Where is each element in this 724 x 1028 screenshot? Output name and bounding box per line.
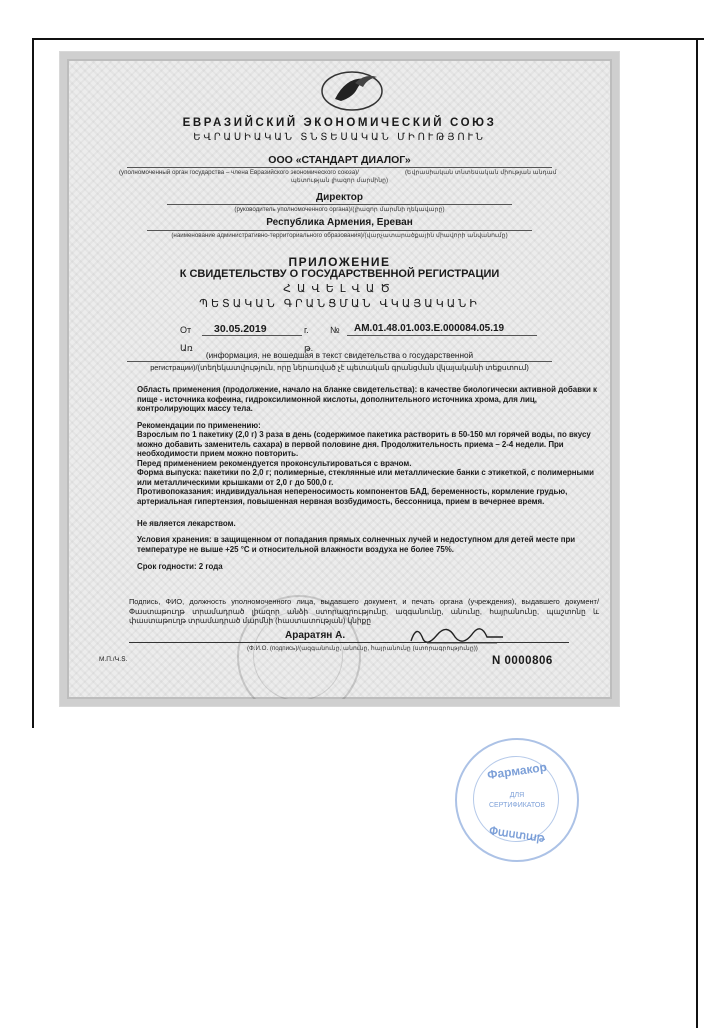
appendix-title: ПРИЛОЖЕНИЕ xyxy=(288,255,391,269)
eaeu-emblem-icon xyxy=(317,65,387,113)
position-caption: (руководитель уполномоченного органа)/(լիազոր մարմնի ղեկավարը) xyxy=(234,206,445,213)
recommendations-heading: Рекомендации по применению: xyxy=(137,421,261,430)
storage-conditions-text: Условия хранения: в защищенном от попадания прямых солнечных лучей и недоступном для детей месте при температуре не выше +25 °С и относительной влажности воздуха не более 75%. xyxy=(137,535,576,554)
registration-date: 30.05.2019 xyxy=(214,323,267,335)
shelf-life-text: Срок годности: 2 года xyxy=(137,562,223,571)
registration-info-2: регистрации)/(տեղեկատվություն, որը ներառված չէ պետական գրանցման վկայականի տեքստում) xyxy=(150,363,529,372)
date-underline xyxy=(202,335,302,336)
certificate-form xyxy=(60,52,619,706)
frame-left-line xyxy=(32,38,34,728)
position-underline xyxy=(167,204,512,205)
release-form-text: Форма выпуска: пакетики по 2,0 г; полимерные, стеклянные или металлические банки с этикеткой, с полимерными или металлическими крышками от 2,0 г до 500,0 г. xyxy=(137,468,594,487)
blue-stamp-top-text: Фармакор xyxy=(486,759,548,783)
year-suffix-am: թ. xyxy=(304,343,314,353)
union-title-ru: ЕВРАЗИЙСКИЙ ЭКОНОМИЧЕСКИЙ СОЮЗ xyxy=(182,117,497,129)
frame-right-line xyxy=(696,38,698,1028)
form-serial-number: N 0000806 xyxy=(492,655,553,667)
from-label-ru: От xyxy=(180,325,192,335)
signature-underline xyxy=(129,642,569,643)
signature-caption: (Ф.И.О. (подпись)/(ազգանունը, անունը, հայրանունը (ստորագրությունը)) xyxy=(247,645,478,652)
dosage-text: Взрослым по 1 пакетику (2,0 г) 3 раза в день (содержимое пакетика растворить в 50-150 мл горячей воды, по вкусу можно добавить заменитель сахара) в первой половине дня. Продолжительность приема – 2-4 недели. При необходимости прием можно повторить. xyxy=(137,430,591,459)
organization-caption-am-2: պետության լիազոր մարմինը) xyxy=(290,177,389,184)
application-area-text: Область применения (продолжение, начало на бланке свидетельства): в качестве биологически активной добавки к пище - источника кофеина, гидроксилимонной кислоты, дополнительного источника хрома, для лиц, контролирующих массу тела. xyxy=(137,385,597,414)
location-name: Республика Армения, Ереван xyxy=(266,217,413,228)
signature-intro-text: Подпись, ФИО, должность уполномоченного лица, выдавшего документ, и печать органа (учреждения), выдавшего документ/Փաստաթուղթ տրամադրած լիազոր անձի ստորագրությունը, ազգանունը, անունը, հայրանունը, պաշտոնը և փաստաթուղթ տրամադրած մարմնի (հաստատության) կնիքը xyxy=(129,597,599,625)
not-a-drug-text: Не является лекарством. xyxy=(137,519,236,528)
blue-stamp-bottom-text: Փաստաթ xyxy=(488,825,546,845)
union-title-am: ԵՎՐԱՍԻԱԿԱՆ ՏՆՏԵՍԱԿԱՆ ՄԻՈՒԹՅՈՒՆ xyxy=(193,132,486,143)
seal-place-label: М.П./Կ.Տ. xyxy=(99,656,128,663)
frame-top-line xyxy=(32,38,704,40)
registration-number: AM.01.48.01.003.E.000084.05.19 xyxy=(354,323,505,334)
organization-caption-am-1: (Եվրասիական տնտեսական միության անդամ xyxy=(405,169,557,176)
location-caption: (наименование административно-территориального образования)/(վարչատարածքային միավորի անվանումը) xyxy=(171,232,508,239)
organization-caption-ru: (уполномоченный орган государства – члена Евразийского экономического союза)/ xyxy=(119,169,359,176)
organization-name: ООО «СТАНДАРТ ДИАЛОГ» xyxy=(268,154,411,166)
registration-info-1: (информация, не вошедшая в текст свидетельства о государственной xyxy=(205,351,474,360)
location-underline xyxy=(147,230,532,231)
from-label-am: Առ xyxy=(180,343,193,353)
consult-doctor-text: Перед применением рекомендуется проконсультироваться с врачом. xyxy=(137,459,412,468)
position-title: Директор xyxy=(316,192,363,203)
number-underline xyxy=(347,335,537,336)
organization-underline xyxy=(127,167,552,168)
signatory-name: Араратян А. xyxy=(285,630,346,641)
appendix-title-am: ՀԱՎԵԼՎԱԾ xyxy=(283,283,396,295)
info-underline xyxy=(127,361,552,362)
appendix-subtitle-am: ՊԵՏԱԿԱՆ ԳՐԱՆՑՄԱՆ ՎԿԱՅԱԿԱՆԻ xyxy=(199,298,480,310)
blue-stamp-middle-text-2: СЕРТИФИКАТОВ xyxy=(488,802,545,809)
appendix-subtitle: К СВИДЕТЕЛЬСТВУ О ГОСУДАРСТВЕННОЙ РЕГИСТРАЦИИ xyxy=(179,268,500,280)
number-sign: № xyxy=(330,325,340,335)
contraindications-text: Противопоказания: индивидуальная непереносимость компонентов БАД, беременность, кормление грудью, артериальная гипертензия, повышенная нервная возбудимость, бессонница, прием в вечернее время. xyxy=(137,487,568,506)
year-suffix-ru: г. xyxy=(304,325,309,335)
blue-stamp-middle-text-1: ДЛЯ xyxy=(509,792,525,799)
blue-copy-stamp xyxy=(455,738,579,862)
